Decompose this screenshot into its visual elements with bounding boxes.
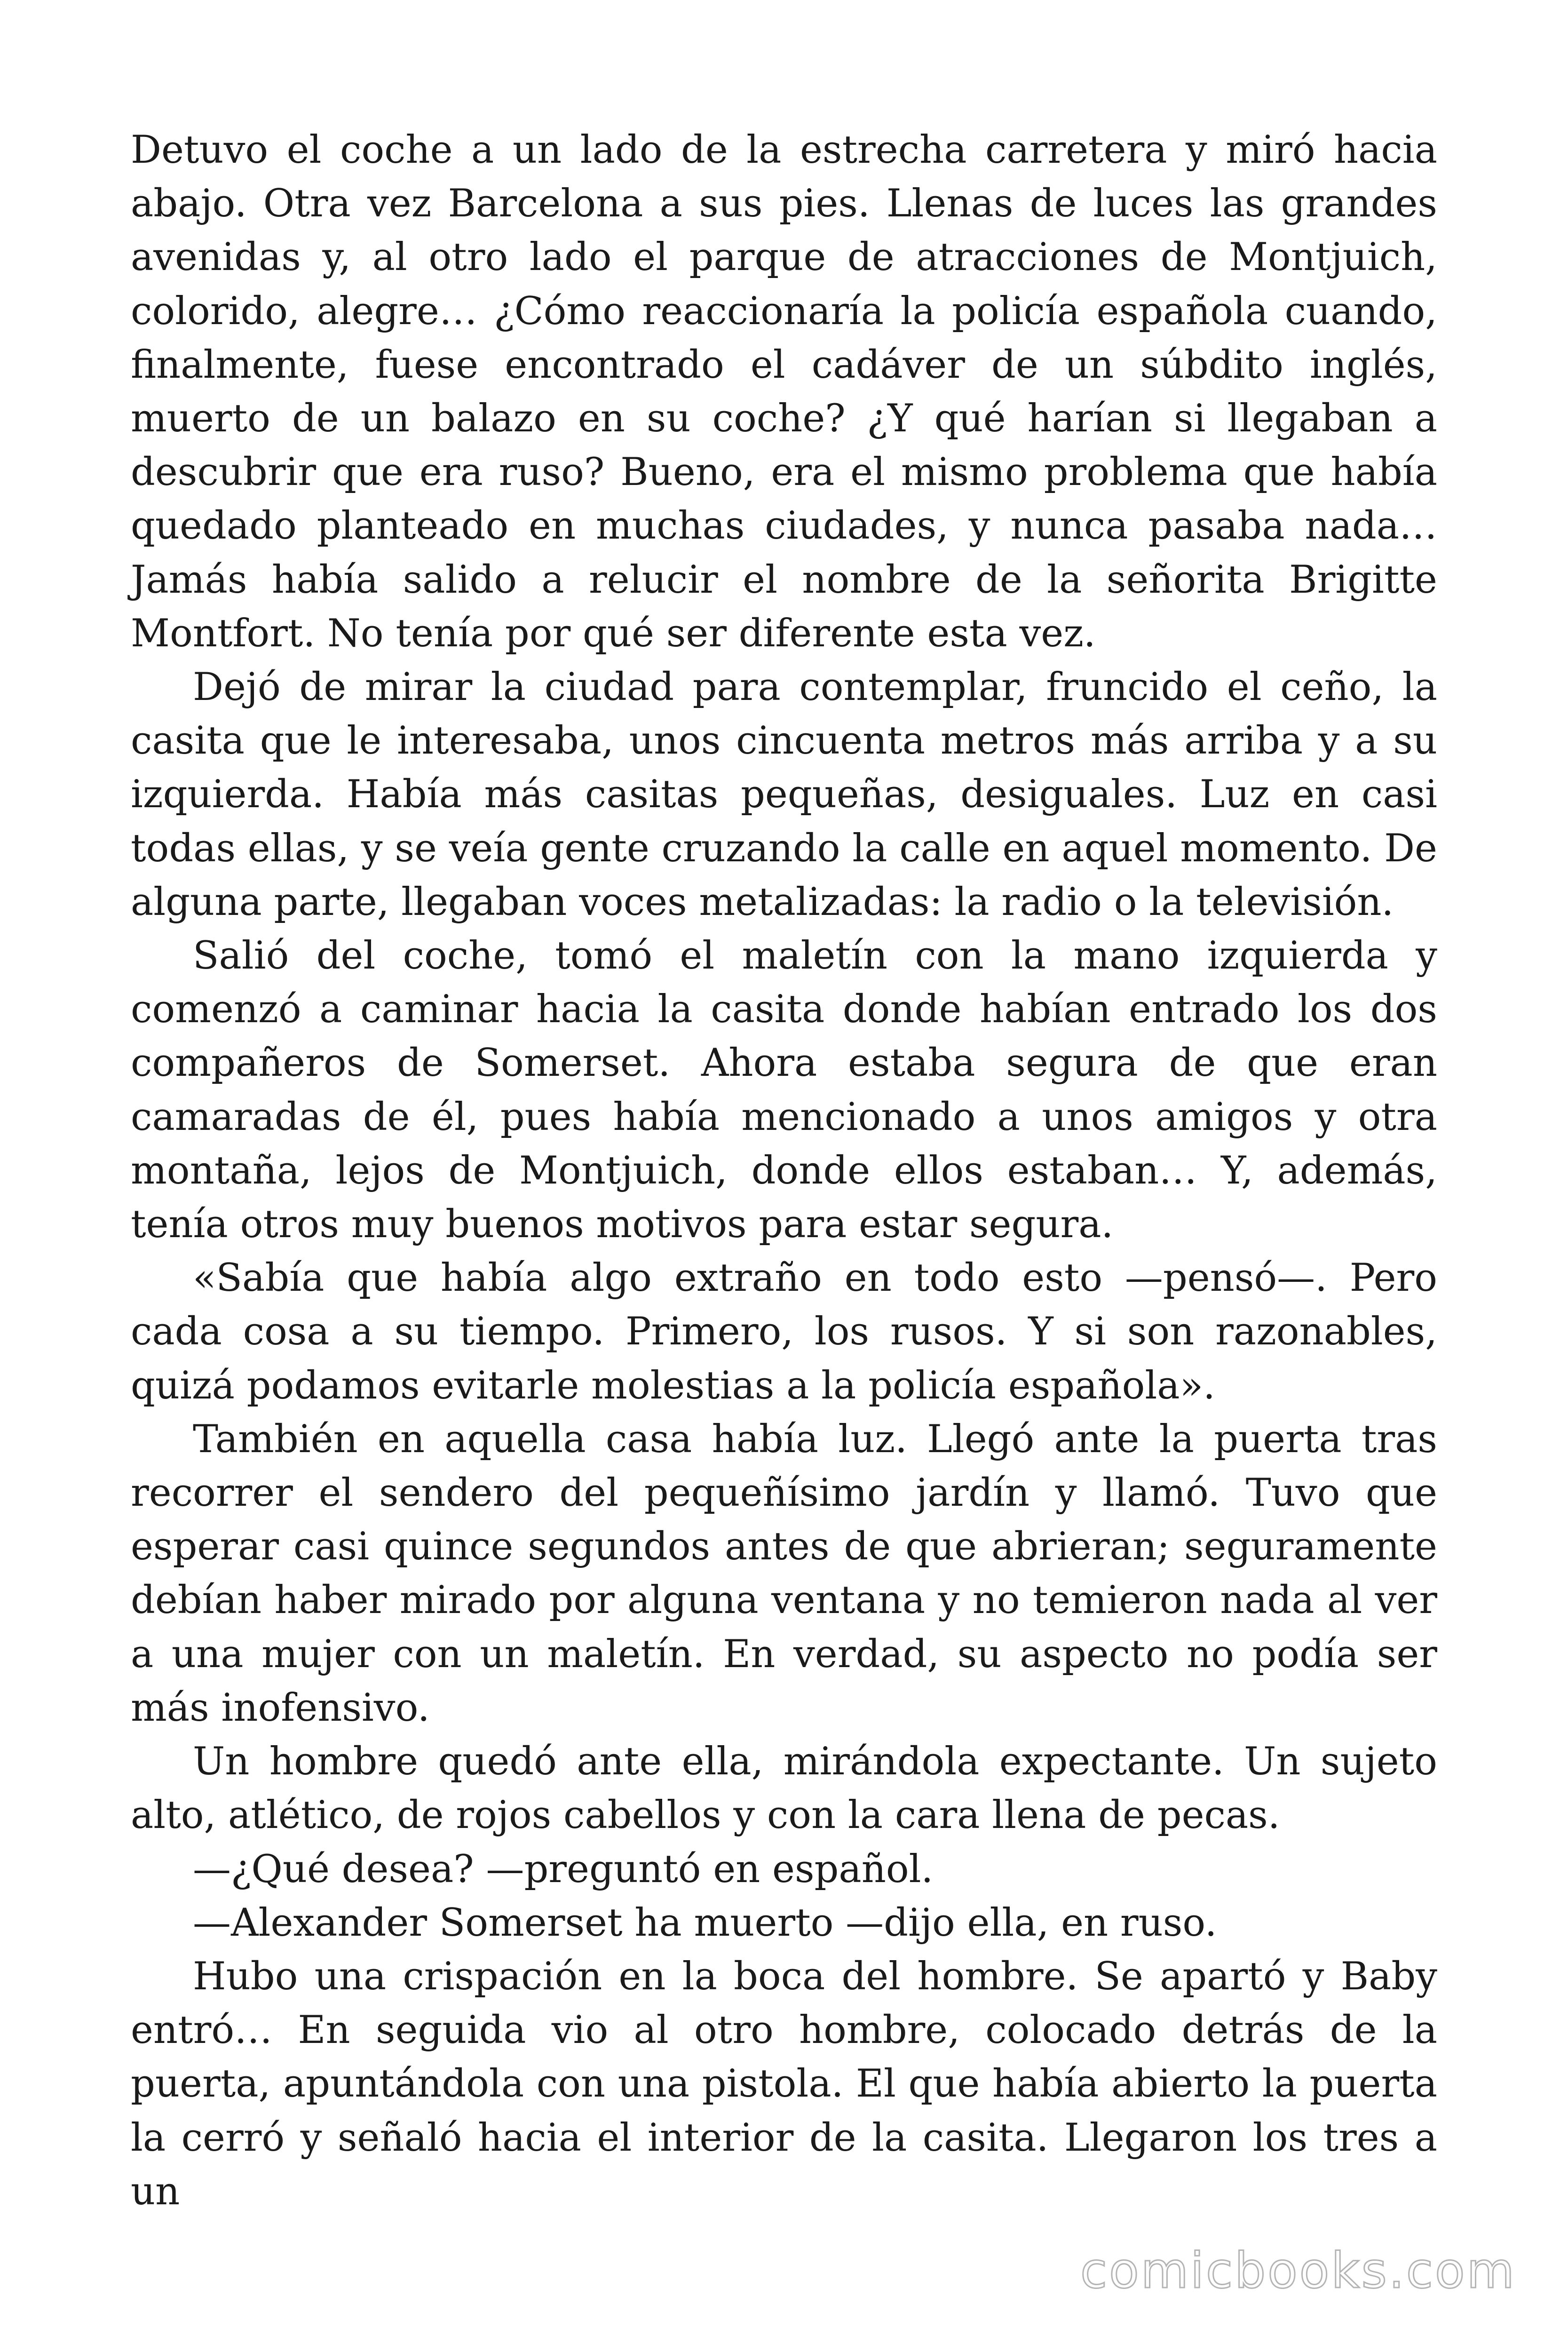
paragraph-1: Detuvo el coche a un lado de la estrecha carretera y miró hacia abajo. Otra vez Barcelona a sus pies. Llenas de luces las grandes avenidas y, al otro lado el parque de atracciones de Montjuich, colorido, alegre… ¿Cómo reaccionaría la policía española cuando, finalmente, fuese encontrado el cadáver de un súbdito inglés, muerto de un balazo en su coche? ¿Y qué harían si llegaban a descubrir que era ruso? Bueno, era el mismo problema que había quedado planteado en muchas ciudades, y nunca pasaba nada… Jamás había salido a relucir el nombre de la señorita Brigitte Montfort. No tenía por qué ser diferente esta vez. (131, 128, 1437, 656)
paragraph-9: Hubo una crispación en la boca del hombre. Se apartó y Baby entró… En seguida vio al otro hombre, colocado detrás de la puerta, apuntándola con una pistola. El que había abierto la puerta la cerró y señaló hacia el interior de la casita. Llegaron los tres a un (131, 1954, 1437, 2214)
watermark: comicbooks.com (1080, 2242, 1516, 2299)
paragraph-2: Dejó de mirar la ciudad para contemplar, fruncido el ceño, la casita que le interesaba, unos cincuenta metros más arriba y a su izquierda. Había más casitas pequeñas, desiguales. Luz en casi todas ellas, y se veía gente cruzando la calle en aquel momento. De alguna parte, llegaban voces metalizadas: la radio o la televisión. (131, 665, 1437, 924)
paragraph-8: —Alexander Somerset ha muerto —dijo ella, en ruso. (193, 1900, 1217, 1945)
paragraph-4: «Sabía que había algo extraño en todo esto —pensó—. Pero cada cosa a su tiempo. Primero, los rusos. Y si son razonables, quizá podamos evitarle molestias a la policía española». (131, 1256, 1437, 1408)
paragraph-3: Salió del coche, tomó el maletín con la mano izquierda y comenzó a caminar hacia la casita donde habían entrado los dos compañeros de Somerset. Ahora estaba segura de que eran camaradas de él, pues había mencionado a unos amigos y otra montaña, lejos de Montjuich, donde ellos estaban… Y, además, tenía otros muy buenos motivos para estar segura. (131, 934, 1437, 1247)
paragraph-7: —¿Qué desea? —preguntó en español. (193, 1847, 934, 1891)
paragraph-6: Un hombre quedó ante ella, mirándola expectante. Un sujeto alto, atlético, de rojos cabellos y con la cara llena de pecas. (131, 1740, 1437, 1838)
paragraph-5: También en aquella casa había luz. Llegó ante la puerta tras recorrer el sendero del pequeñísimo jardín y llamó. Tuvo que esperar casi quince segundos antes de que abrieran; seguramente debían haber mirado por alguna ventana y no temieron nada al ver a una mujer con un maletín. En verdad, su aspecto no podía ser más inofensivo. (131, 1417, 1437, 1730)
body-text (131, 123, 1437, 2218)
